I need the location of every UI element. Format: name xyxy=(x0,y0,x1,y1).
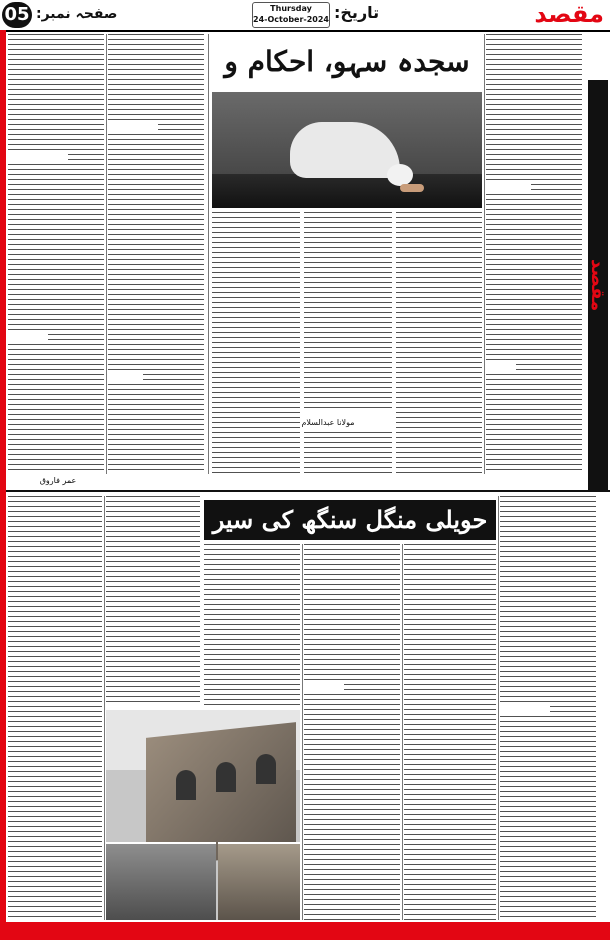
side-brand-strip: مقصد xyxy=(588,80,608,490)
date-text: 24-October-2024 xyxy=(253,15,329,24)
text-column xyxy=(486,34,582,474)
column-rule xyxy=(498,496,499,920)
page-number: 05 xyxy=(2,2,32,28)
article-title: سجدہ سہو، احکام و xyxy=(224,45,470,78)
article-title: حویلی منگل سنگھ کی سیر xyxy=(204,500,496,540)
page-number-box xyxy=(2,2,128,28)
column-rule xyxy=(302,544,303,920)
text-column xyxy=(404,544,496,920)
column-rule xyxy=(106,34,107,474)
text-column xyxy=(204,544,300,706)
text-column xyxy=(304,544,400,920)
left-accent-bar xyxy=(0,30,6,940)
text-column xyxy=(106,496,200,706)
day-text: Thursday xyxy=(270,4,312,13)
text-column xyxy=(396,212,482,474)
column-rule xyxy=(402,544,403,920)
section-divider xyxy=(6,490,610,492)
text-column xyxy=(8,496,102,920)
brand-logo: مقصد xyxy=(534,0,604,28)
page-number-label: صفحہ نمبر: xyxy=(36,6,118,22)
date-label: تاریخ: xyxy=(334,3,380,22)
column-rule xyxy=(484,34,485,474)
text-column xyxy=(8,34,104,474)
masthead xyxy=(0,0,610,32)
bottom-accent-bar xyxy=(0,922,610,940)
text-column xyxy=(212,212,300,474)
text-column xyxy=(500,496,596,920)
column-rule xyxy=(104,496,105,920)
haveli-photo xyxy=(106,710,300,920)
prayer-photo xyxy=(212,92,482,208)
text-column xyxy=(108,34,204,474)
article-byline: مولانا عبدالسلام xyxy=(301,418,355,427)
column-rule xyxy=(208,34,209,474)
text-column xyxy=(304,212,392,474)
date-box xyxy=(252,2,330,28)
article-byline: عمر فاروق xyxy=(39,476,77,485)
